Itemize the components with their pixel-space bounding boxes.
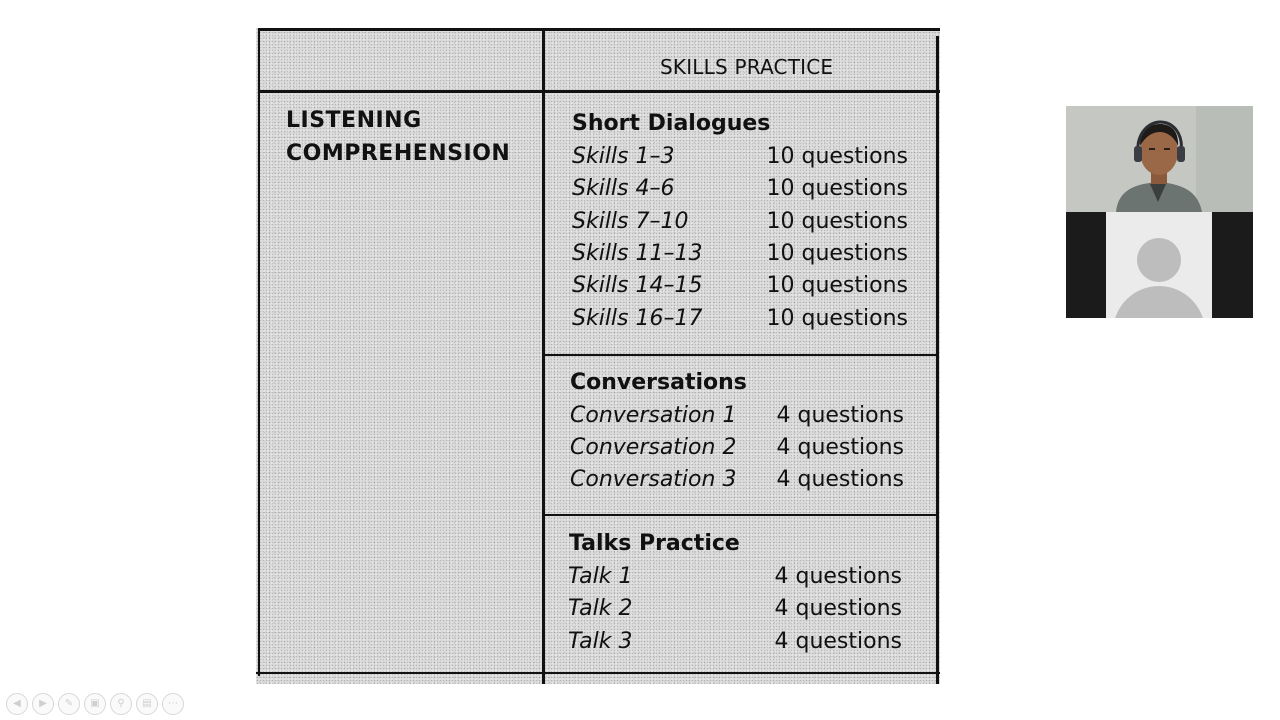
question-count: 10 questions [766,241,908,266]
list-item [572,273,908,305]
list-item [572,306,908,338]
list-item [568,564,902,596]
section-divider-1 [542,354,938,356]
table-border-right [936,36,939,684]
talk-name: Talk 1 [568,564,633,589]
list-item [572,241,908,273]
skills-practice-header: SKILLS PRACTICE [660,55,834,79]
slideshow-controls [6,693,184,715]
section-divider-2 [542,514,938,516]
skill-range: Skills 14–15 [572,273,703,298]
talk-name: Talk 2 [568,596,633,621]
list-item [572,144,908,176]
table-border-bottom [256,672,940,674]
section-heading-conversations: Conversations [570,370,747,395]
table-border-top [258,28,940,31]
conversation-name: Conversation 2 [570,435,737,460]
question-count: 4 questions [774,629,902,654]
avatar-body [1113,286,1205,318]
conversation-name: Conversation 3 [570,467,737,492]
listening-comprehension-title [286,104,510,170]
skill-range: Skills 7–10 [572,209,689,234]
title-line-2: COMPREHENSION [286,141,511,166]
presenter-video-tile[interactable] [1066,106,1253,212]
list-item [570,467,904,499]
zoom-icon[interactable]: ⚲ [110,693,132,715]
section-heading-talks-practice: Talks Practice [569,531,740,556]
question-count: 10 questions [766,306,908,331]
previous-icon[interactable]: ◀ [6,693,28,715]
table-border-header [258,90,940,93]
list-item [572,209,908,241]
list-item [572,176,908,208]
table-border-left [258,28,260,676]
avatar-head [1137,238,1181,282]
conversation-name: Conversation 1 [570,403,737,428]
copy-icon[interactable]: ▣ [84,693,106,715]
pen-icon[interactable]: ✎ [58,693,80,715]
slides-icon[interactable]: ▤ [136,693,158,715]
title-line-1: LISTENING [286,108,422,133]
table-divider-center [542,30,545,684]
question-count: 10 questions [766,273,908,298]
list-item [568,596,902,628]
list-item [570,435,904,467]
question-count: 4 questions [776,435,904,460]
question-count: 4 questions [776,467,904,492]
participant-video-tile[interactable] [1066,212,1253,318]
question-count: 10 questions [766,209,908,234]
list-item [570,403,904,435]
section-heading-short-dialogues: Short Dialogues [572,111,771,136]
presenter-video-feed [1066,106,1253,212]
question-count: 4 questions [774,596,902,621]
skill-range: Skills 1–3 [572,144,675,169]
talk-name: Talk 3 [568,629,633,654]
next-icon[interactable]: ▶ [32,693,54,715]
scanned-table-image [256,28,940,684]
skill-range: Skills 4–6 [572,176,675,201]
user-placeholder-icon [1106,212,1212,318]
list-item [568,629,902,661]
question-count: 4 questions [776,403,904,428]
question-count: 4 questions [774,564,902,589]
question-count: 10 questions [766,144,908,169]
question-count: 10 questions [766,176,908,201]
more-icon[interactable]: ⋯ [162,693,184,715]
skill-range: Skills 11–13 [572,241,703,266]
skill-range: Skills 16–17 [572,306,703,331]
